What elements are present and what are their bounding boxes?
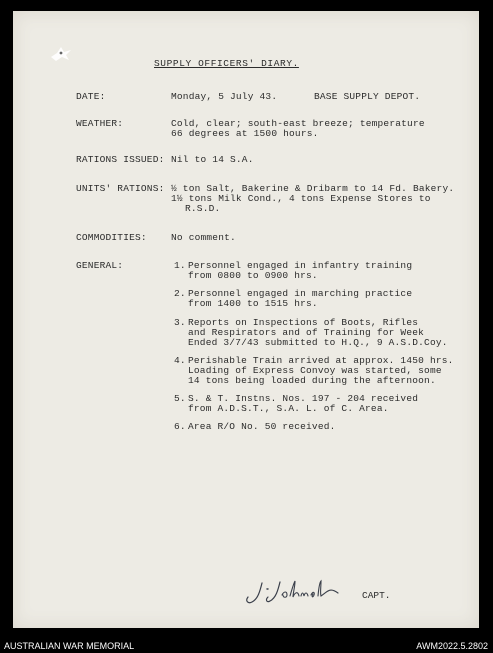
general-item-line: and Respirators and of Training for Week (188, 327, 425, 338)
general-item-line: Ended 3/7/43 submitted to H.Q., 9 A.S.D.Coy. (188, 337, 448, 348)
commodities-value: No comment. (171, 232, 236, 243)
general-item-number: 5. (174, 393, 186, 404)
general-item-line: Reports on Inspections of Boots, Rifles (188, 317, 419, 328)
general-item-line: from 1400 to 1515 hrs. (188, 298, 318, 309)
general-item-line: from A.D.S.T., S.A. L. of C. Area. (188, 403, 389, 414)
handwritten-signature (240, 577, 350, 607)
units-rations-line-3: R.S.D. (185, 203, 221, 214)
location-heading: BASE SUPPLY DEPOT. (314, 91, 421, 102)
general-item-line: Perishable Train arrived at approx. 1450 hrs. (188, 355, 454, 366)
paper-smudge-mark (47, 41, 77, 63)
rations-issued-label: RATIONS ISSUED: (76, 154, 165, 165)
weather-line-1: Cold, clear; south-east breeze; temperature (171, 118, 425, 129)
general-item-line: Loading of Express Convoy was started, some (188, 365, 442, 376)
rank-label: CAPT. (362, 590, 391, 601)
footer-institution: AUSTRALIAN WAR MEMORIAL (4, 641, 135, 651)
commodities-label: COMMODITIES: (76, 232, 147, 243)
date-label: DATE: (76, 91, 106, 102)
general-item-number: 1. (174, 260, 186, 271)
document-page (13, 11, 479, 628)
general-item-line: Personnel engaged in marching practice (188, 288, 413, 299)
units-rations-line-1: ½ ton Salt, Bakerine & Dribarm to 14 Fd. Bakery. (171, 183, 455, 194)
footer-accession-number: AWM2022.5.2802 (416, 641, 488, 651)
date-value: Monday, 5 July 43. (171, 91, 278, 102)
general-item-line: Personnel engaged in infantry training (188, 260, 413, 271)
general-label: GENERAL: (76, 260, 124, 271)
general-item-number: 3. (174, 317, 186, 328)
weather-label: WEATHER: (76, 118, 124, 129)
general-item-number: 6. (174, 421, 186, 432)
general-item-line: S. & T. Instns. Nos. 197 - 204 received (188, 393, 419, 404)
rations-issued-value: Nil to 14 S.A. (171, 154, 254, 165)
general-item-line: 14 tons being loaded during the afternoon. (188, 375, 436, 386)
general-item-number: 4. (174, 355, 186, 366)
weather-line-2: 66 degrees at 1500 hours. (171, 128, 319, 139)
units-rations-label: UNITS' RATIONS: (76, 183, 165, 194)
general-item-line: Area R/O No. 50 received. (188, 421, 336, 432)
units-rations-line-2: 1½ tons Milk Cond., 4 tons Expense Stores to (171, 193, 431, 204)
general-item-line: from 0800 to 0900 hrs. (188, 270, 318, 281)
diary-title: SUPPLY OFFICERS' DIARY. (154, 58, 299, 69)
general-item-number: 2. (174, 288, 186, 299)
